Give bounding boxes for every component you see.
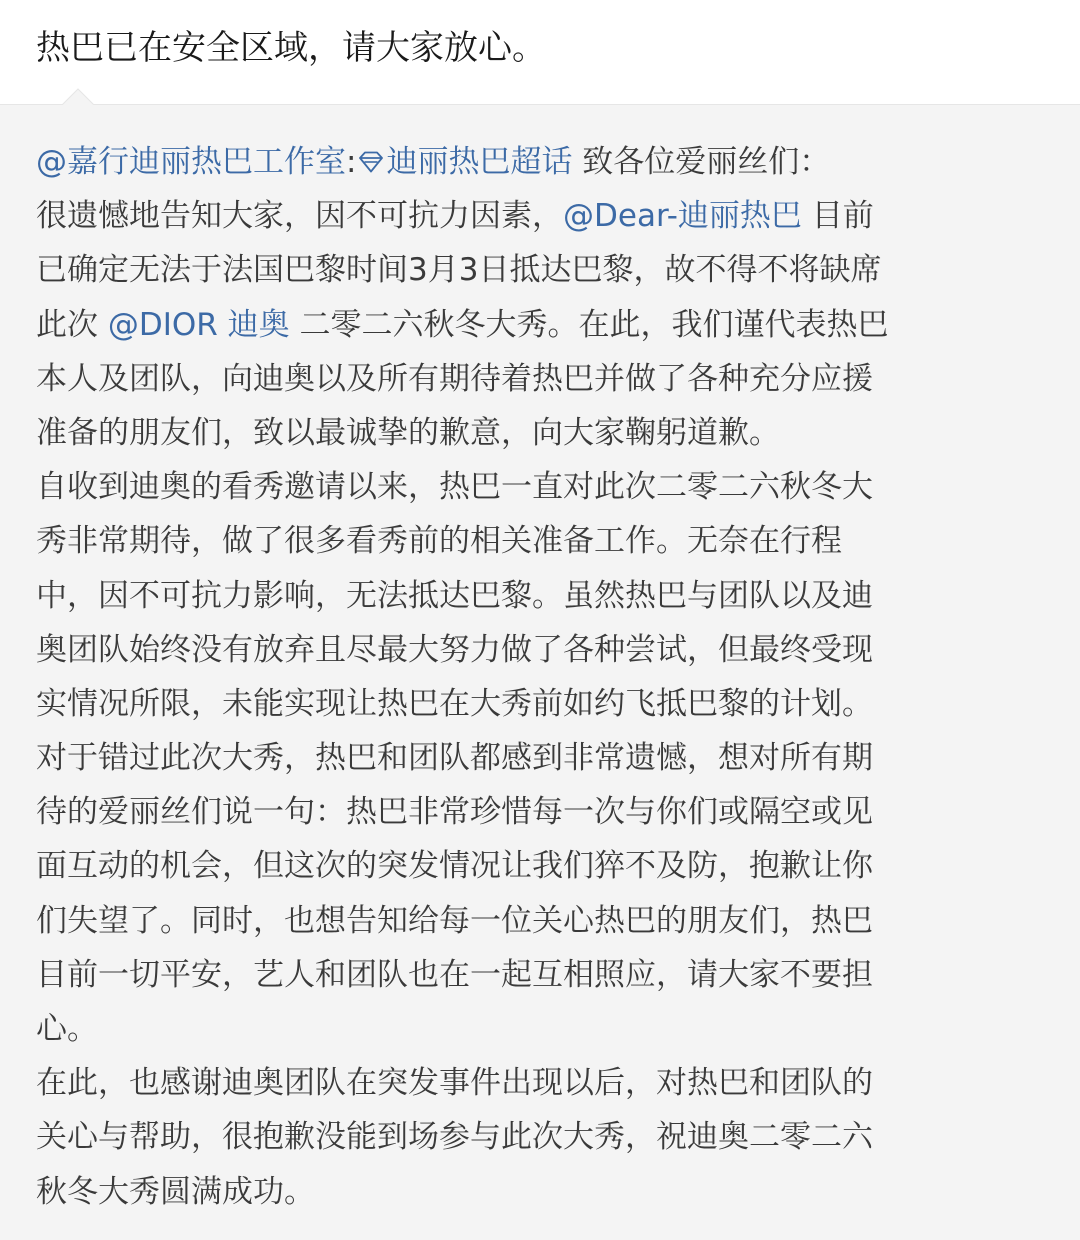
mention-dear-link[interactable]: @Dear-迪丽热巴 bbox=[563, 198, 802, 235]
topic-link-label: 迪丽热巴超话 bbox=[386, 144, 573, 180]
post-text: 热巴已在安全区域，请大家放心。 bbox=[36, 28, 546, 68]
repost-line-12: 对于错过此次大秀，热巴和团队都感到非常遗憾，想对所有期 bbox=[36, 740, 873, 777]
text-segment: 目前 bbox=[801, 198, 874, 235]
mention-studio-link[interactable]: @嘉行迪丽热巴工作室 bbox=[36, 144, 346, 180]
topic-link[interactable] bbox=[356, 144, 572, 180]
repost-line-7: 自收到迪奥的看秀邀请以来，热巴一直对此次二零二六秋冬大 bbox=[36, 469, 873, 506]
greeting: 致各位爱丽丝们： bbox=[572, 144, 831, 180]
post-body bbox=[0, 0, 1080, 104]
repost-line-3: 已确定无法于法国巴黎时间3月3日抵达巴黎，故不得不将缺席 bbox=[36, 252, 882, 289]
repost-line-1 bbox=[36, 135, 1046, 189]
repost-pointer bbox=[62, 88, 94, 105]
text-segment: 很遗憾地告知大家，因不可抗力因素， bbox=[36, 198, 563, 235]
text-segment: 二零二六秋冬大秀。在此，我们谨代表热巴 bbox=[289, 306, 889, 343]
repost-line-8: 秀非常期待，做了很多看秀前的相关准备工作。无奈在行程 bbox=[36, 523, 842, 560]
repost-line-13: 待的爱丽丝们说一句：热巴非常珍惜每一次与你们或隔空或见 bbox=[36, 794, 873, 831]
repost-line-11: 实情况所限，未能实现让热巴在大秀前如约飞抵巴黎的计划。 bbox=[36, 685, 873, 722]
repost-card[interactable] bbox=[0, 104, 1080, 1240]
repost-line-10: 奥团队始终没有放弃且尽最大努力做了各种尝试，但最终受现 bbox=[36, 631, 873, 668]
repost-line-15: 们失望了。同时，也想告知给每一位关心热巴的朋友们，热巴 bbox=[36, 902, 873, 939]
mention-dior-link[interactable]: @DIOR 迪奥 bbox=[107, 306, 290, 343]
repost-line-20: 秋冬大秀圆满成功。 bbox=[36, 1173, 315, 1210]
text-segment: 此次 bbox=[36, 306, 108, 343]
repost-line-9: 中，因不可抗力影响，无法抵达巴黎。虽然热巴与团队以及迪 bbox=[36, 577, 873, 614]
colon: : bbox=[346, 144, 357, 180]
diamond-icon bbox=[358, 151, 384, 173]
repost-line-18: 在此，也感谢迪奥团队在突发事件出现以后，对热巴和团队的 bbox=[36, 1065, 873, 1102]
repost-line-2 bbox=[36, 189, 1046, 243]
repost-line-17: 心。 bbox=[36, 1011, 98, 1047]
repost-line-16: 目前一切平安，艺人和团队也在一起互相照应，请大家不要担 bbox=[36, 956, 873, 993]
repost-line-19: 关心与帮助，很抱歉没能到场参与此次大秀，祝迪奥二零二六 bbox=[36, 1119, 873, 1156]
repost-text bbox=[36, 135, 1046, 1219]
repost-line-6: 准备的朋友们，致以最诚挚的歉意，向大家鞠躬道歉。 bbox=[36, 414, 780, 451]
repost-line-14: 面互动的机会，但这次的突发情况让我们猝不及防，抱歉让你 bbox=[36, 848, 873, 885]
repost-line-5: 本人及团队，向迪奥以及所有期待着热巴并做了各种充分应援 bbox=[36, 360, 873, 397]
repost-line-4 bbox=[36, 298, 1046, 352]
